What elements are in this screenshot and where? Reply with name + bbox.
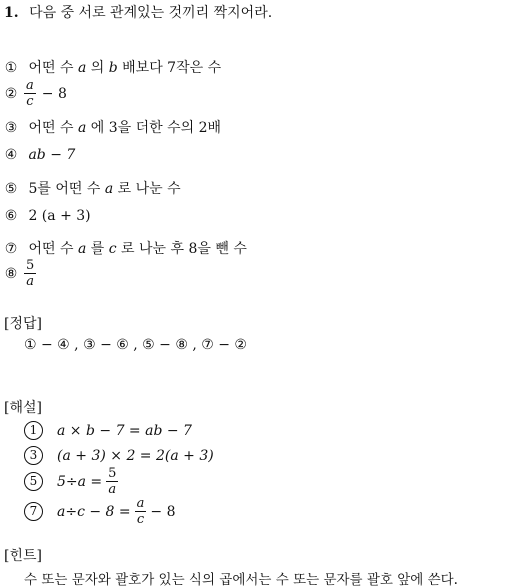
circled-mark: 1 bbox=[24, 421, 43, 440]
item-mark: ② bbox=[4, 85, 18, 102]
item-text: 어떤 수 a 를 c 로 나눈 후 8을 뺀 수 bbox=[28, 241, 247, 257]
answer-text: ① − ④ , ③ − ⑥ , ⑤ − ⑧ , ⑦ − ② bbox=[24, 337, 247, 353]
item-tail: − 8 bbox=[41, 85, 67, 102]
circled-mark: 3 bbox=[24, 446, 43, 465]
item-mark: ⑧ bbox=[4, 265, 18, 282]
explanation-expression: a × b − 7 = ab − 7 bbox=[57, 422, 192, 439]
item-expression: 2 (a + 3) bbox=[28, 208, 91, 224]
item-5 bbox=[4, 178, 181, 198]
item-expression: ab − 7 bbox=[28, 147, 76, 163]
question-number: 1. bbox=[4, 5, 19, 21]
item-mark: ④ bbox=[4, 147, 18, 163]
item-mark: ⑦ bbox=[4, 241, 18, 257]
circled-mark: 7 bbox=[24, 502, 43, 521]
answer-heading: [정답] bbox=[4, 316, 42, 332]
explanation-line-1 bbox=[24, 421, 192, 440]
item-fraction: $\frac{5}{a}$ bbox=[26, 258, 35, 289]
explanation-heading: [해설] bbox=[4, 400, 42, 416]
item-mark: ① bbox=[4, 60, 18, 76]
explanation-line-2 bbox=[24, 446, 214, 465]
hint-heading: [힌트] bbox=[4, 548, 42, 564]
question-text: 다음 중 서로 관계있는 것끼리 짝지어라. bbox=[29, 5, 273, 21]
explanation-line-4 bbox=[24, 497, 176, 526]
item-fraction: $\frac{a}{c}$ bbox=[26, 78, 34, 109]
item-1 bbox=[4, 57, 221, 77]
item-mark: ③ bbox=[4, 120, 18, 136]
item-text: 어떤 수 a 의 b 배보다 7작은 수 bbox=[28, 60, 222, 76]
item-7 bbox=[4, 238, 247, 258]
item-text: 5를 어떤 수 a 로 나눈 수 bbox=[28, 181, 181, 197]
item-mark: ⑥ bbox=[4, 208, 18, 224]
item-6 bbox=[4, 208, 91, 224]
item-3 bbox=[4, 117, 221, 137]
question-title bbox=[4, 2, 272, 22]
item-2 bbox=[4, 79, 67, 108]
explanation-expression: 5÷a = $\frac{5}{a}$ bbox=[57, 466, 117, 497]
hint-text: 수 또는 문자와 괄호가 있는 식의 곱에서는 수 또는 문자를 괄호 앞에 쓴다. bbox=[24, 572, 458, 588]
explanation-line-3 bbox=[24, 467, 118, 496]
explanation-expression: a÷c − 8 = $\frac{a}{c}$ − 8 bbox=[57, 496, 176, 527]
item-text: 어떤 수 a 에 3을 더한 수의 2배 bbox=[28, 120, 222, 136]
item-8 bbox=[4, 259, 36, 288]
item-4 bbox=[4, 147, 75, 163]
item-mark: ⑤ bbox=[4, 181, 18, 197]
circled-mark: 5 bbox=[24, 472, 43, 491]
explanation-expression: (a + 3) × 2 = 2(a + 3) bbox=[57, 447, 214, 464]
